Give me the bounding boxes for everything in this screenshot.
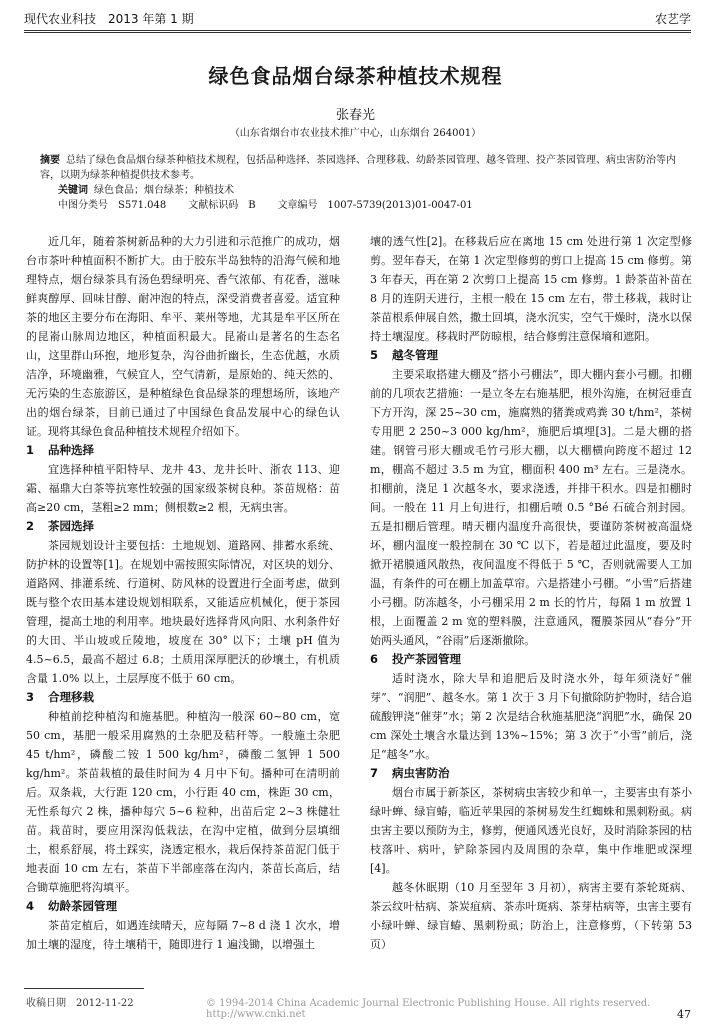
doc-code: 文献标识码 B	[188, 200, 256, 211]
section-5-heading: 5 越冬管理	[370, 348, 438, 362]
article-title: 绿色食品烟台绿茶种植技术规程	[208, 64, 503, 88]
footnote-rule	[24, 988, 144, 989]
affiliation: （山东省烟台市农业技术推广中心，山东烟台 264001）	[229, 128, 482, 139]
section-name: 农艺学	[654, 12, 691, 26]
classification	[40, 198, 683, 213]
clc-number: 中图分类号 S571.048	[58, 200, 167, 211]
abstract-text: 总结了绿色食品烟台绿茶种植技术规程，包括品种选择、茶园选择、合理移栽、幼龄茶园管理、越冬管理、投产茶园管理、病虫害防治等内容，以期为绿茶种植提供技术参考。	[40, 155, 676, 181]
copyright-watermark: © 1994-2014 China Academic Journal Electronic Publishing House. All rights reserved. http://www.cnki.net	[206, 998, 661, 1020]
section-3-heading: 3 合理移栽	[26, 690, 94, 704]
section-4-heading: 4 幼龄茶园管理	[26, 899, 117, 913]
page-number: 47	[677, 1008, 691, 1021]
section-6-heading: 6 投产茶园管理	[370, 652, 461, 666]
journal-info: 现代农业科技 2013 年第 1 期	[24, 12, 194, 26]
running-header	[24, 10, 691, 28]
section-7-text-2: 越冬休眠期（10 月至翌年 3 月初），病害主要有茶轮斑病、茶云纹叶枯病、茶炭疽病、茶赤叶斑病、茶芽枯病等，虫害主要有小绿叶蝉、绿盲蝽、黑刺粉虱；防治上，注意修剪，（下转第 53 页）	[370, 881, 692, 951]
keywords-text: 绿色食品；烟台绿茶；种植技术	[94, 185, 234, 196]
abstract-label: 摘要	[40, 155, 60, 166]
section-1-heading: 1 品种选择	[26, 443, 94, 457]
section-5-text: 主要采取搭建大棚及“搭小弓棚法”，即大棚内套小弓棚。扣棚前的几项农艺措施：一是立冬左右施基肥，根外沟施，在树冠垂直下方开沟，深 25~30 cm，施腐熟的猪粪或鸡粪 30 t/hm²，茶树专用肥 2 250~3 000 kg/hm²，施肥后填埋[3]。二是大棚的搭建。钢管弓形大棚或毛竹弓形大棚，以大棚横向跨度不超过 12 m，棚高不超过 3.5 m 为宜，棚面积 400 m³ 左右。三是浇水。扣棚前，浇足 1 次越冬水，要求浇透，并排干积水。四是扣棚时间。一般在 11 月上旬进行，扣棚后喷 0.5 °Bé 石硫合剂封园。五是扣棚后管理。晴天棚内温度升高很快，要谨防茶树被高温烧坏，棚内温度一般控制在 30 ℃ 以下，若是超过此温度，要及时掀开裙膜通风散热，夜间温度不得低于 5 ℃，否则就需要人工加温，有条件的可在棚上加盖草帘。六是搭建小弓棚。“小雪”后搭建小弓棚。防冻越冬，小弓棚采用 2 m 长的竹片，每隔 1 m 放置 1 根，上面覆盖 2 m 宽的塑料膜，注意通风，覆膜茶园从“春分”开始两头通风，“谷雨”后逐渐撤除。	[370, 368, 692, 647]
section-3-text: 种植前挖种植沟和施基肥。种植沟一般深 60~80 cm，宽 50 cm，基肥一般采用腐熟的土杂肥及秸秆等。一般施土杂肥 45 t/hm²，磷酸二铵 1 500 kg/hm²，磷酸二氢钾 1 500 kg/hm²。茶苗栽植的最佳时间为 4 月中下旬。播种可在清明前后。双条栽，大行距 120 cm，小行距 40 cm，株距 30 cm，无性系每穴 2 株，播种每穴 5~6 粒种，出苗后定 2~3 株健壮苗。栽苗时，要应用深沟低栽法，在沟中定植，做到分层填细土，根系舒展，将土踩实，浇透定根水，栽后保持茶苗泥门低于地表面 10 cm 左右，茶苗下半部座落在沟内，茶苗长高后，结合锄草施肥将沟填平。	[26, 710, 340, 894]
keywords-label: 关键词	[58, 185, 88, 196]
section-1-text: 宜选择种植平阳特早、龙井 43、龙井长叶、浙农 113、迎霜、福鼎大白茶等抗寒性较强的国家级茶树良种。茶苗规格：苗高≥20 cm，茎粗≥2 mm；侧根数≥2 根，无病虫害。	[26, 463, 340, 514]
section-4-text-part1: 茶苗定植后，如遇连续晴天，应每隔 7~8 d 浇 1 次水，增加土壤的湿度，待土壤稍干，随即进行 1 遍浅锄，以增强土	[26, 919, 340, 951]
received-date: 收稿日期 2012-11-22	[26, 998, 134, 1009]
section-2-heading: 2 茶园选择	[26, 519, 94, 533]
abstract	[40, 153, 683, 183]
keywords	[40, 183, 683, 198]
header-rule-2	[24, 32, 691, 33]
author: 张春光	[335, 108, 375, 123]
section-6-text: 适时浇水，除大旱和追肥后及时浇水外，每年须浇好“催芽”、“润肥”、越冬水。第 1 次于 3 月下旬撤除防护物时，结合追硫酸钾浇“催芽”水；第 2 次是结合秋施基肥浇“润肥”水，确保 20 cm 深处土壤含水量达到 13%~15%；第 3 次于“小雪”前后，浇足“越冬”水。	[370, 672, 692, 761]
article-meta	[40, 153, 683, 213]
header-rule	[24, 30, 691, 31]
article-number: 文章编号 1007-5739(2013)01-0047-01	[277, 200, 473, 211]
right-column	[370, 232, 692, 954]
section-2-text: 茶园规划设计主要包括：土地规划、道路网、排蓄水系统、防护林的设置等[1]。在规划中需按照实际情况，对区块的划分、道路网、排灌系统、行道树、防风林的设置进行全面考虑，做到既与整个农田基本建设规划相联系，又能适应机械化，便于茶园管理，提高土地的利用率。地块最好选择背风向阳、水利条件好的大田、半山坡或丘陵地，坡度在 30° 以下；土壤 pH 值为 4.5~6.5，最高不超过 6.8；土质用深厚肥沃的砂壤土，有机质含量 1.0% 以上，土层厚度不低于 60 cm。	[26, 539, 340, 685]
section-7-text-1: 烟台市属于新茶区，茶树病虫害较少和单一，主要害虫有茶小绿叶蝉、绿盲蝽，临近苹果园的茶树易发生红蜘蛛和黑刺粉虱。病虫害主要以预防为主，修剪，便通风透光良好，及时消除茶园的枯枝落叶、病叶，铲除茶园内及周围的杂草，集中作堆肥或深埋[4]。	[370, 786, 692, 875]
section-7-heading: 7 病虫害防治	[370, 766, 450, 780]
left-column	[26, 232, 340, 954]
section-4-text-part2: 壤的透气性[2]。在移栽后应在离地 15 cm 处进行第 1 次定型修剪。翌年春天，在第 1 次定型修剪的剪口上提高 15 cm 修剪。第 3 年春天，再在第 2 次剪口上提高 15 cm 修剪。1 龄茶苗补苗在 8 月的连阴天进行，主根一般在 15 cm 左右，带土移栽，栽时让茶苗根系伸展自然，撒土回填，浇水沉实，空气干燥时，浇水以保持土壤湿度。移栽时严防晾根，结合修剪注意保墒和遮阳。	[370, 235, 692, 343]
intro-paragraph: 近几年，随着茶树新品种的大力引进和示范推广的成功，烟台市茶叶种植面积不断扩大。由于胶东半岛独特的沿海气候和地理特点，烟台绿茶具有汤色碧绿明亮、香气浓郁、有花香，滋味鲜爽醇厚、回味甘醇、耐冲泡的特点，深受消费者喜爱。适宜种茶的地区主要分布在海阳、牟平、莱州等地，尤其是牟平区所在的昆嵛山脉周边地区，种植面积最大。昆嵛山是著名的生态名山，这里群山环抱，地形复杂，沟谷曲折幽长，生态优越，水质洁净，环境幽雅，气候宜人，空气清新，是原始的、纯天然的、无污染的生态旅游区，是种植绿色食品绿茶的理想场所，该地产出的烟台绿茶，目前已通过了中国绿色食品发展中心的绿色认证。现将其绿色食品种植技术规程介绍如下。	[26, 235, 340, 438]
